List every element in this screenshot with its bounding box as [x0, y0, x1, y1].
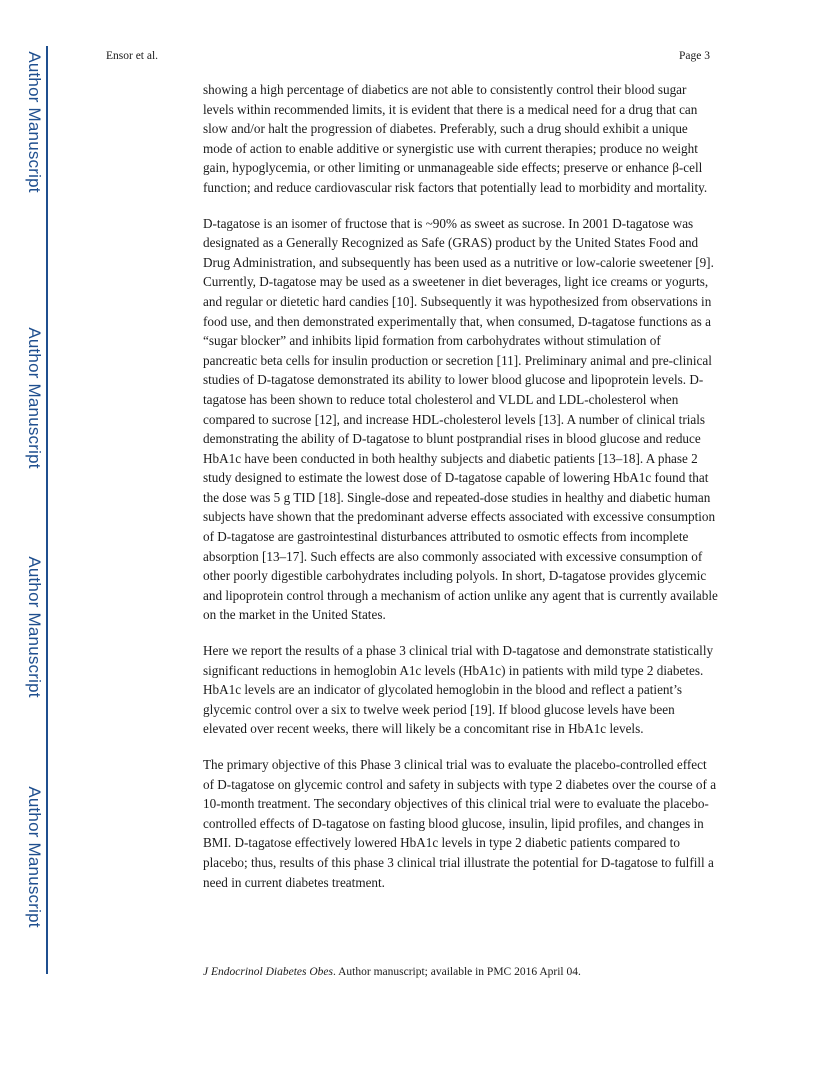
sidebar-rule	[46, 46, 48, 974]
journal-name: J Endocrinol Diabetes Obes	[203, 966, 333, 978]
footer-note: . Author manuscript; available in PMC 2016 April 04.	[333, 966, 581, 978]
body-paragraph: The primary objective of this Phase 3 clinical trial was to evaluate the placebo-controlled effect of D-tagatose on glycemic control and safety in subjects with type 2 diabetes over the course of a 10-month treatment. The secondary objectives of this clinical trial were to evaluate the placebo-controlled effects of D-tagatose on fasting blood glucose, insulin, lipid profiles, and changes in BMI. D-tagatose effectively lowered HbA1c levels in type 2 diabetic patients compared to placebo; thus, results of this phase 3 clinical trial illustrate the potential for D-tagatose to fulfill a need in current diabetes treatment.	[203, 757, 717, 890]
body-paragraph: Here we report the results of a phase 3 clinical trial with D-tagatose and demonstrate statistically significant reductions in hemoglobin A1c levels (HbA1c) in patients with mild type 2 diabetes. HbA1c levels are an indicator of glycolated hemoglobin in the blood and reflect a patient’s glycemic control over a six to twelve week period [19]. If blood glucose levels have been elevated over recent weeks, there will likely be a concomitant rise in HbA1c levels.	[203, 643, 714, 737]
body-paragraph: showing a high percentage of diabetics are not able to consistently control their blood sugar levels within recommended limits, it is evident that there is a medical need for a drug that can slow and/or halt the progression of diabetes. Preferably, such a drug should exhibit a unique mode of action to enable additive or synergistic use with current therapies; produce no weight gain, hypoglycemia, or other limiting or unmanageable side effects; preserve or enhance β-cell function; and reduce cardiovascular risk factors that potentially lead to morbidity and mortality.	[203, 82, 708, 195]
article-body	[203, 80, 718, 908]
body-paragraph: D-tagatose is an isomer of fructose that is ~90% as sweet as sucrose. In 2001 D-tagatose was designated as a Generally Recognized as Safe (GRAS) product by the United States Food and Drug Administration, and subsequently has been used as a nutritive or low-calorie sweetener [9]. Currently, D-tagatose may be used as a sweetener in diet beverages, light ice creams or yogurts, and regular or dietetic hard candies [10]. Subsequently it was hypothesized from observations in food use, and then demonstrated experimentally that, when consumed, D-tagatose functions as a “sugar blocker” and inhibits lipid formation from carbohydrates without stimulation of pancreatic beta cells for insulin production or secretion [11]. Preliminary animal and pre-clinical studies of D-tagatose demonstrated its ability to lower blood glucose and lipoprotein levels. D-tagatose has been shown to reduce total cholesterol and VLDL and LDL-cholesterol when compared to sucrose [12], and increase HDL-cholesterol levels [13]. A number of clinical trials demonstrating the ability of D-tagatose to blunt postprandial rises in blood glucose and reduce HbA1c have been conducted in both healthy subjects and diabetic patients [13–18]. A phase 2 study designed to estimate the lowest dose of D-tagatose capable of lowering HbA1c found that the dose was 5 g TID [18]. Single-dose and repeated-dose studies in healthy and diabetic human subjects have shown that the predominant adverse effects associated with excessive consumption of D-tagatose are gastrointestinal disturbances attributed to osmotic effects from incomplete absorption [13–17]. Such effects are also commonly associated with excessive consumption of other poorly digestible carbohydrates including polyols. In short, D-tagatose provides glycemic and lipoprotein control through a mechanism of action unlike any agent that is currently available on the market in the United States.	[203, 215, 718, 623]
footer-citation	[203, 966, 581, 978]
running-header-authors: Ensor et al.	[106, 50, 159, 62]
page-number: Page 3	[679, 50, 710, 62]
